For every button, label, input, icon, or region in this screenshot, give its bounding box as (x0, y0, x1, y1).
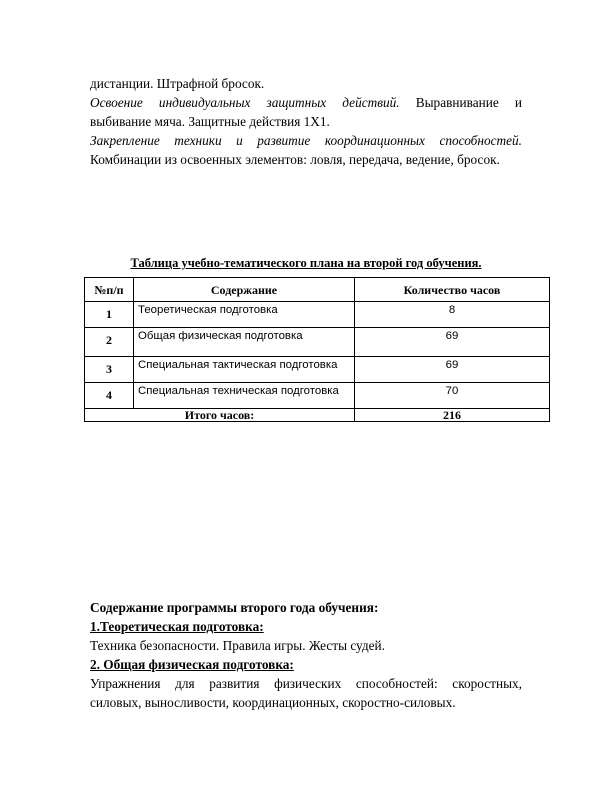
section-2-heading (90, 655, 522, 674)
table-row (85, 357, 550, 383)
row-num: 2 (85, 328, 134, 357)
intro-paragraph-1-rest: Выравнивание и (399, 95, 522, 110)
intro-paragraph-2-line-2: Комбинации из освоенных элементов: ловля, передача, ведение, бросок. (90, 152, 500, 167)
header-hours: Количество часов (355, 278, 550, 302)
intro-paragraph-1-italic: Освоение индивидуальных защитных действий. (90, 95, 400, 110)
intro-paragraph-1-line-2: выбивание мяча. Защитные действия 1X1. (90, 114, 330, 129)
table-row (85, 302, 550, 328)
row-num: 3 (85, 357, 134, 383)
total-value: 216 (355, 409, 550, 422)
row-content: Теоретическая подготовка (134, 302, 355, 328)
table-header-row (85, 278, 550, 302)
section-2-line-1: Упражнения для развития физических способностей: скоростных, (90, 676, 522, 691)
table-row (85, 328, 550, 357)
row-num: 1 (85, 302, 134, 328)
section-1-text: Техника безопасности. Правила игры. Жесты судей. (90, 638, 385, 653)
header-content: Содержание (134, 278, 355, 302)
header-num: №п/п (85, 278, 134, 302)
row-content: Специальная техническая подготовка (134, 383, 355, 409)
intro-paragraph-2-italic: Закрепление техники и развитие координационных способностей. (90, 133, 522, 148)
section-2-line-2: силовых, выносливости, координационных, скоростно-силовых. (90, 695, 456, 710)
section-1-heading-text: 1.Теоретическая подготовка: (90, 619, 264, 634)
total-label: Итого часов: (85, 409, 355, 422)
table-total-row (85, 409, 550, 422)
curriculum-table (84, 277, 550, 422)
table-caption: Таблица учебно-тематического плана на второй год обучения. (130, 256, 482, 270)
table-row (85, 383, 550, 409)
row-hours: 8 (355, 302, 550, 328)
row-content: Общая физическая подготовка (134, 328, 355, 357)
row-hours: 69 (355, 328, 550, 357)
row-content: Специальная тактическая подготовка (134, 357, 355, 383)
row-num: 4 (85, 383, 134, 409)
row-hours: 70 (355, 383, 550, 409)
section-1-heading (90, 617, 522, 636)
intro-line-1: дистанции. Штрафной бросок. (90, 76, 265, 91)
program-heading: Содержание программы второго года обучения: (90, 600, 379, 615)
row-hours: 69 (355, 357, 550, 383)
section-2-heading-text: 2. Общая физическая подготовка: (90, 657, 294, 672)
intro-paragraph-1 (90, 93, 522, 112)
